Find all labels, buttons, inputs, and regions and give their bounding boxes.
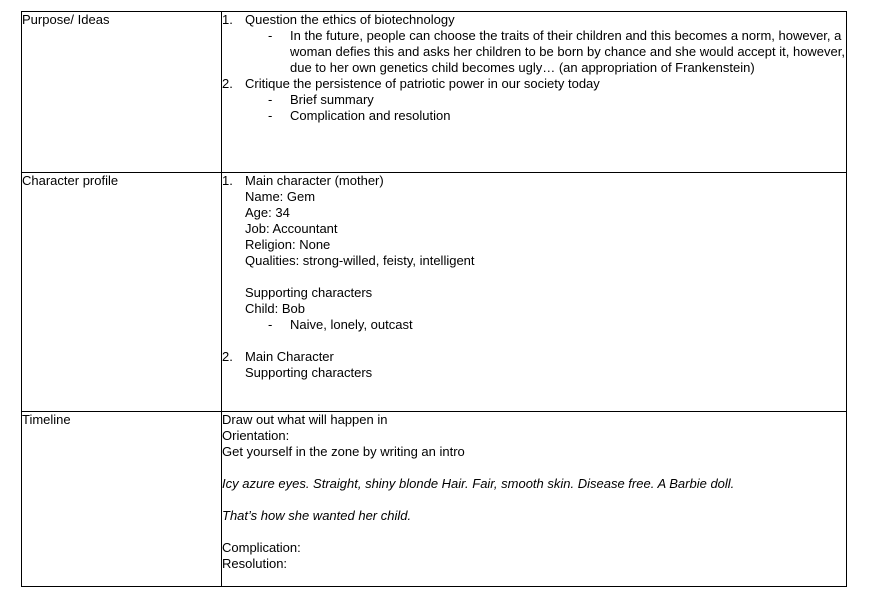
orientation-instruction: Get yourself in the zone by writing an intro	[222, 444, 465, 459]
planning-table	[21, 11, 847, 587]
main-character-2-heading: Main Character	[245, 349, 334, 364]
spacer	[245, 269, 846, 285]
character-item-1	[222, 173, 846, 349]
purpose-sublist-2	[245, 92, 846, 124]
list-number: 2.	[222, 76, 233, 91]
character-content	[222, 173, 847, 412]
timeline-content	[222, 412, 847, 587]
purpose-label: Purpose/ Ideas	[22, 12, 222, 173]
purpose-item-1	[222, 12, 846, 76]
supporting-characters-2-heading: Supporting characters	[245, 365, 373, 380]
purpose-content	[222, 12, 847, 173]
list-number: 2.	[222, 349, 233, 364]
list-number: 1.	[222, 12, 233, 27]
list-item	[268, 108, 846, 124]
resolution-heading: Resolution:	[222, 556, 288, 571]
spacer	[222, 492, 846, 508]
character-name: Name: Gem	[245, 189, 316, 204]
purpose-subitem-text: Complication and resolution	[290, 108, 451, 123]
child-traits: Naive, lonely, outcast	[290, 317, 413, 332]
character-religion: Religion: None	[245, 237, 331, 252]
dash-bullet: -	[268, 108, 273, 123]
dash-bullet: -	[268, 317, 273, 332]
dash-bullet: -	[268, 92, 273, 107]
character-row	[22, 173, 847, 412]
dash-bullet: -	[268, 28, 273, 43]
purpose-item-2	[222, 76, 846, 124]
purpose-item-2-text: Critique the persistence of patriotic power in our society today	[245, 76, 600, 91]
spacer	[222, 524, 846, 540]
intro-sentence-1: Icy azure eyes. Straight, shiny blonde Hair. Fair, smooth skin. Disease free. A Barbie doll.	[222, 476, 735, 491]
character-label: Character profile	[22, 173, 222, 412]
purpose-row	[22, 12, 847, 173]
list-number: 1.	[222, 173, 233, 188]
intro-sentence-2: That’s how she wanted her child.	[222, 508, 412, 523]
timeline-row	[22, 412, 847, 587]
spacer	[222, 460, 846, 476]
supporting-characters-heading: Supporting characters	[245, 285, 373, 300]
child-traits-list	[245, 317, 846, 333]
character-list	[222, 173, 846, 381]
purpose-subitem-text: Brief summary	[290, 92, 374, 107]
purpose-list	[222, 12, 846, 124]
orientation-heading: Orientation:	[222, 428, 290, 443]
purpose-sublist-1	[245, 28, 846, 76]
character-age: Age: 34	[245, 205, 290, 220]
character-item-2	[222, 349, 846, 381]
timeline-label: Timeline	[22, 412, 222, 587]
list-item	[268, 317, 846, 333]
purpose-subitem-text: In the future, people can choose the traits of their children and this becomes a norm, however, a woman defies this and asks her children to be born by chance and she would accept it, however, due to her own genetics child becomes ugly… (an appropriation of Frankenstein)	[290, 28, 845, 75]
timeline-instruction: Draw out what will happen in	[222, 412, 388, 427]
character-qualities: Qualities: strong-willed, feisty, intelligent	[245, 253, 475, 268]
list-item	[268, 28, 846, 76]
child-name: Child: Bob	[245, 301, 305, 316]
complication-heading: Complication:	[222, 540, 301, 555]
character-job: Job: Accountant	[245, 221, 338, 236]
spacer	[245, 333, 846, 349]
main-character-heading: Main character (mother)	[245, 173, 384, 188]
list-item	[268, 92, 846, 108]
purpose-item-1-text: Question the ethics of biotechnology	[245, 12, 455, 27]
